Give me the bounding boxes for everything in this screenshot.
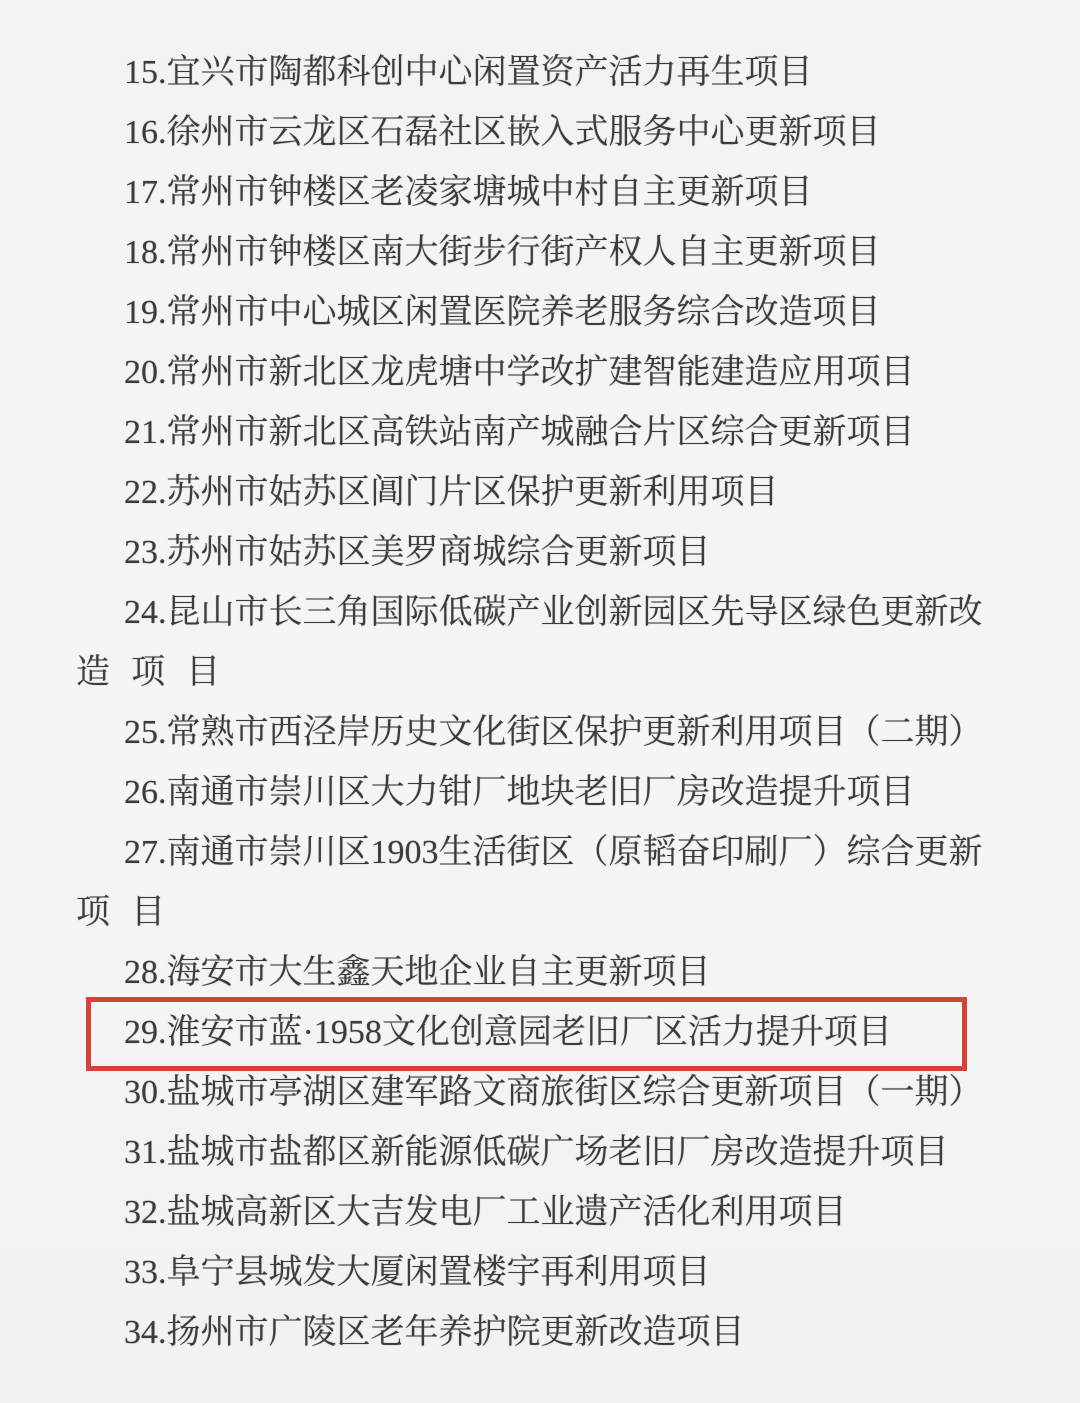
item-text: 26.南通市崇川区大力钳厂地块老旧厂房改造提升项目: [124, 774, 915, 811]
list-item: [76, 1183, 1006, 1243]
item-text: 15.宜兴市陶都科创中心闲置资产活力再生项目: [124, 54, 813, 91]
list-item: [76, 103, 1006, 163]
list-item: [76, 1123, 1006, 1183]
item-text: 22.苏州市姑苏区阊门片区保护更新利用项目: [124, 474, 779, 511]
list-item: [76, 1243, 1006, 1303]
item-text: 25.常熟市西泾岸历史文化街区保护更新利用项目（二期）: [124, 714, 983, 751]
item-text: 16.徐州市云龙区石磊社区嵌入式服务中心更新项目: [124, 114, 881, 151]
list-item: [76, 403, 1006, 463]
list-item: [76, 703, 1006, 763]
item-text: 34.扬州市广陵区老年养护院更新改造项目: [124, 1314, 745, 1351]
item-text: 32.盐城高新区大吉发电厂工业遗产活化利用项目: [124, 1194, 847, 1231]
list-item: [76, 223, 1006, 283]
list-item: [76, 163, 1006, 223]
item-text: 27.南通市崇川区1903生活街区（原韬奋印刷厂）综合更新: [124, 834, 983, 871]
project-list: [76, 43, 1006, 1363]
item-text: 21.常州市新北区高铁站南产城融合片区综合更新项目: [124, 414, 915, 451]
list-item: [76, 1003, 1006, 1063]
list-item: [76, 823, 1006, 943]
list-item: [76, 1303, 1006, 1363]
item-text: 20.常州市新北区龙虎塘中学改扩建智能建造应用项目: [124, 354, 915, 391]
item-text: 23.苏州市姑苏区美罗商城综合更新项目: [124, 534, 711, 571]
list-item: [76, 283, 1006, 343]
item-text: 31.盐城市盐都区新能源低碳广场老旧厂房改造提升项目: [124, 1134, 949, 1171]
list-item: [76, 523, 1006, 583]
list-item: [76, 43, 1006, 103]
list-item: [76, 463, 1006, 523]
item-text: 17.常州市钟楼区老凌家塘城中村自主更新项目: [124, 174, 813, 211]
item-text: 19.常州市中心城区闲置医院养老服务综合改造项目: [124, 294, 881, 331]
list-item: [76, 1063, 1006, 1123]
item-text: 24.昆山市长三角国际低碳产业创新园区先导区绿色更新改: [124, 594, 983, 631]
item-text-continuation: 项目: [76, 894, 187, 931]
list-item: [76, 343, 1006, 403]
item-text: 28.海安市大生鑫天地企业自主更新项目: [124, 954, 711, 991]
item-text-continuation: 造项目: [76, 654, 242, 691]
item-text: 30.盐城市亭湖区建军路文商旅街区综合更新项目（一期）: [124, 1074, 983, 1111]
list-item: [76, 943, 1006, 1003]
item-text: 33.阜宁县城发大厦闲置楼宇再利用项目: [124, 1254, 711, 1291]
item-text: 29.淮安市蓝·1958文化创意园老旧厂区活力提升项目: [124, 1014, 892, 1051]
item-text: 18.常州市钟楼区南大街步行街产权人自主更新项目: [124, 234, 881, 271]
list-item: [76, 763, 1006, 823]
list-item: [76, 583, 1006, 703]
